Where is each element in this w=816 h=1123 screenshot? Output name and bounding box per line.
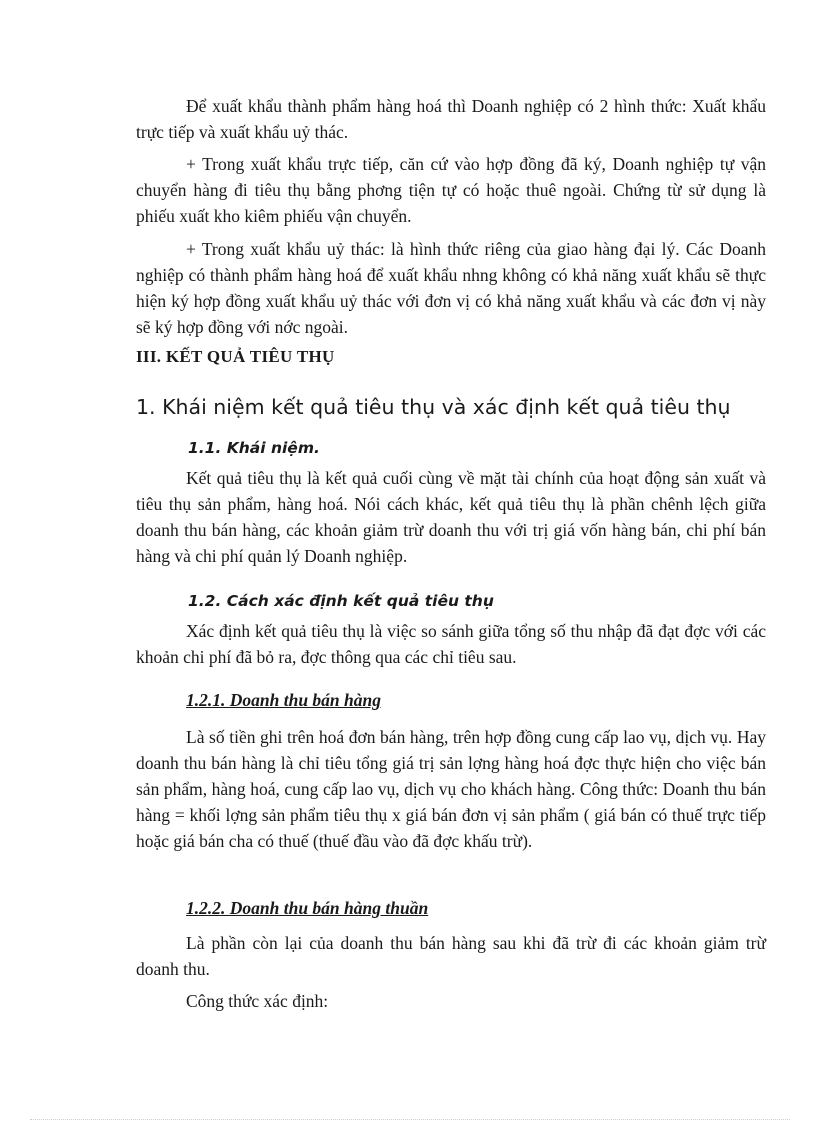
heading-1-2-2: 1.2.2. Doanh thu bán hàng thuần — [186, 898, 429, 918]
paragraph-definition: Kết quả tiêu thụ là kết quả cuối cùng về mặt tài chính của hoạt động sản xuất và tiêu thụ sản phẩm, hàng hoá. Nói cách khác, kết quả tiêu thụ là phần chênh lệch giữa doanh thu bán hàng, các khoản giảm trừ doanh thu với trị giá vốn hàng bán, chi phí bán hàng và chi phí quản lý Doanh nghiệp. — [136, 468, 766, 566]
paragraph-determination: Xác định kết quả tiêu thụ là việc so sánh giữa tổng số thu nhập đã đạt đợc với các khoản chi phí đã bỏ ra, đợc thông qua các chỉ tiêu sau. — [136, 621, 766, 667]
paragraph-direct-export: + Trong xuất khẩu trực tiếp, căn cứ vào hợp đồng đã ký, Doanh nghiệp tự vận chuyển hàng đi tiêu thụ bằng phơng tiện tự có hoặc thuê ngoài. Chứng từ sử dụng là phiếu xuất kho kiêm phiếu vận chuyển. — [136, 154, 766, 226]
heading-1: 1. Khái niệm kết quả tiêu thụ và xác định kết quả tiêu thụ — [136, 395, 731, 419]
heading-1-1: 1.1. Khái niệm. — [188, 439, 320, 457]
heading-1-2: 1.2. Cách xác định kết quả tiêu thụ — [188, 592, 494, 610]
paragraph-net-revenue: Là phần còn lại của doanh thu bán hàng sau khi đã trừ đi các khoản giảm trừ doanh thu. — [136, 933, 766, 979]
footer-divider — [30, 1119, 790, 1120]
paragraph-sales-revenue: Là số tiền ghi trên hoá đơn bán hàng, trên hợp đồng cung cấp lao vụ, dịch vụ. Hay doanh thu bán hàng là chỉ tiêu tổng giá trị sản lợng hàng hoá đợc thực hiện cho việc bán sản phẩm, hàng hoá, cung cấp lao vụ, dịch vụ cho khách hàng. Công thức: Doanh thu bán hàng = khối lợng sản phẩm tiêu thụ x giá bán đơn vị sản phẩm ( giá bán có thuế trực tiếp hoặc giá bán cha có thuế (thuế đầu vào đã đợc khấu trừ). — [136, 727, 766, 851]
paragraph-formula-intro: Công thức xác định: — [186, 991, 329, 1011]
paragraph-export-forms: Để xuất khẩu thành phẩm hàng hoá thì Doanh nghiệp có 2 hình thức: Xuất khẩu trực tiếp và xuất khẩu uỷ thác. — [136, 96, 766, 142]
paragraph-entrusted-export: + Trong xuất khẩu uỷ thác: là hình thức riêng của giao hàng đại lý. Các Doanh nghiệp có thành phẩm hàng hoá để xuất khẩu nhng không có khả năng xuất khẩu sẽ thực hiện ký hợp đồng xuất khẩu uỷ thác với đơn vị có khả năng xuất khẩu và các đơn vị này sẽ ký hợp đồng với nớc ngoài. — [136, 239, 766, 337]
section-heading-iii: III. KẾT QUẢ TIÊU THỤ — [136, 347, 335, 366]
heading-1-2-1: 1.2.1. Doanh thu bán hàng — [186, 690, 382, 710]
